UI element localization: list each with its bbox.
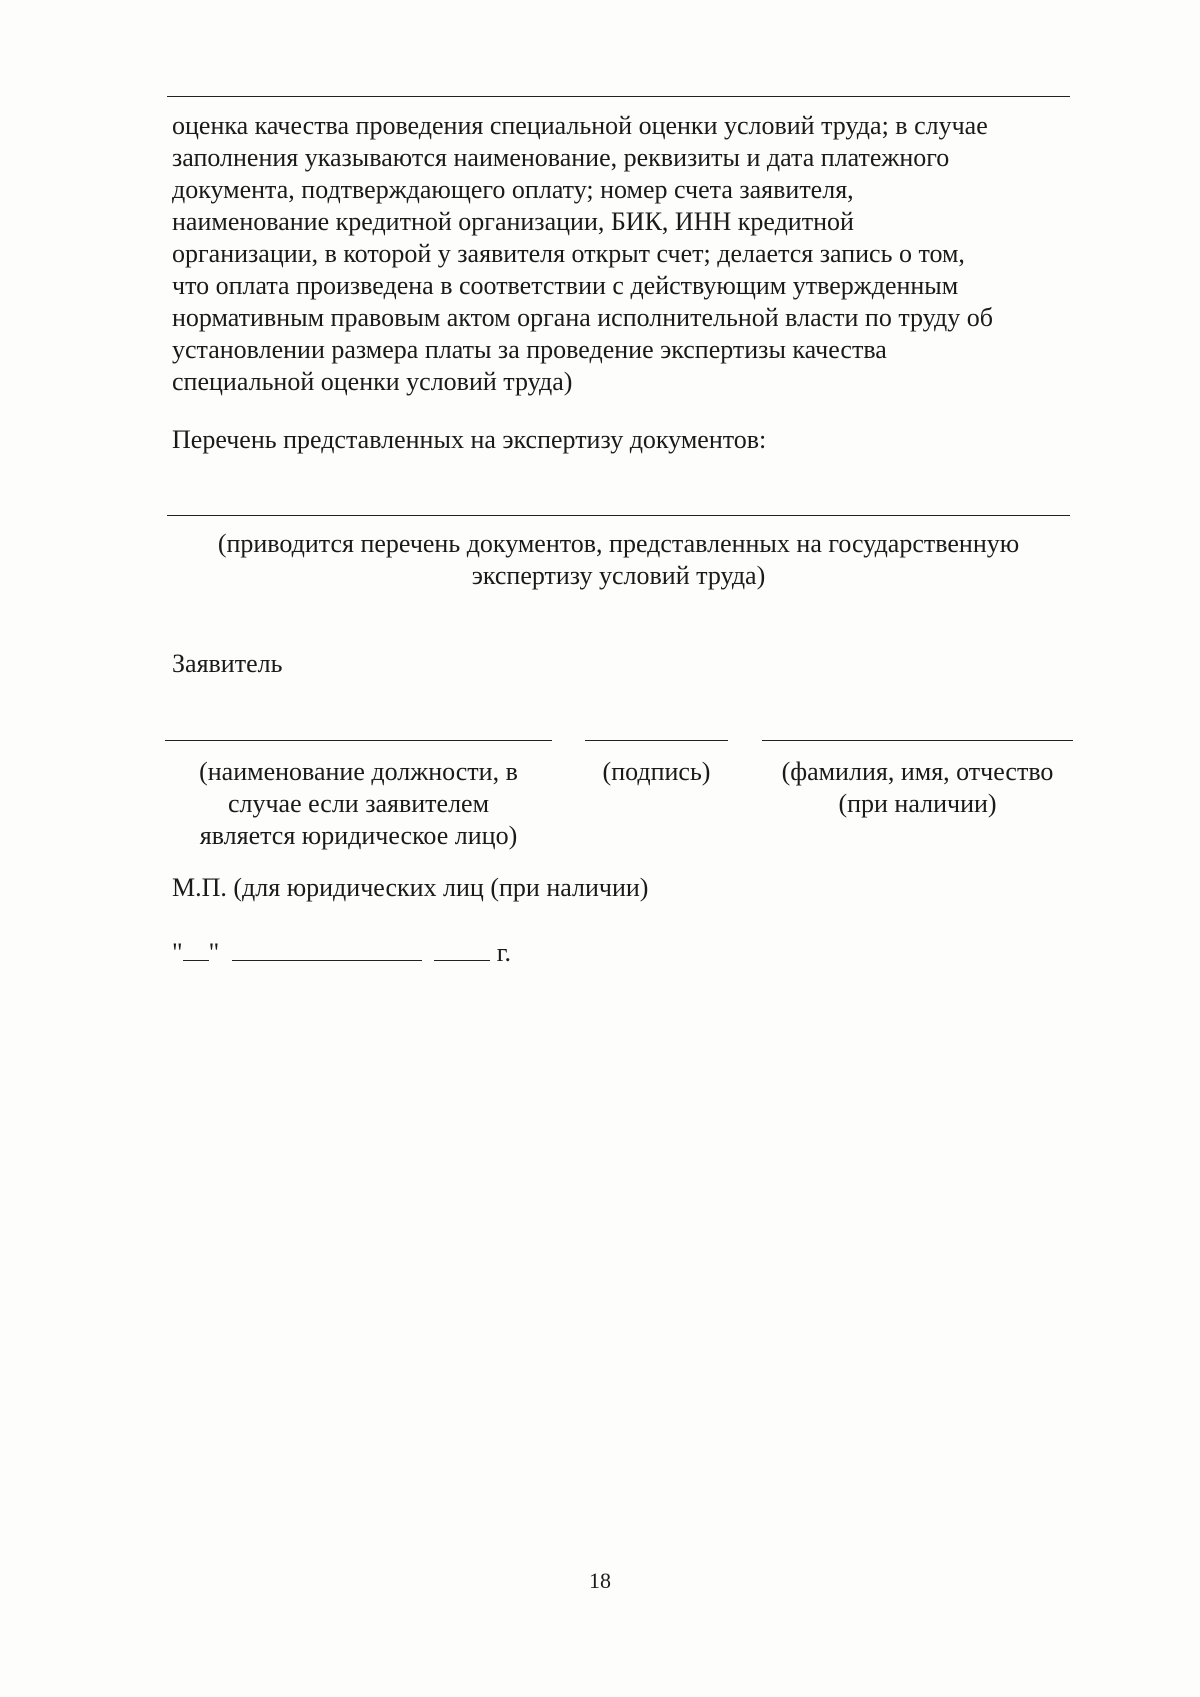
position-field[interactable] [165,740,552,741]
date-month-field[interactable] [232,934,422,961]
quote-open: " [172,938,183,967]
paragraph-line: что оплата произведена в соответствии с действующим утвержденным [172,271,959,300]
documents-list-label: Перечень представленных на экспертизу документов: [172,425,767,454]
caption-line: (приводится перечень документов, представленных на государственную [217,529,1020,558]
top-rule [167,96,1070,97]
signature-caption: (подпись) [602,757,711,786]
date-year-field[interactable] [434,934,490,961]
caption-line: является юридическое лицо) [199,821,518,850]
caption-line: (при наличии) [838,789,997,818]
paragraph-line: оценка качества проведения специальной оценки условий труда; в случае [172,111,988,140]
fullname-caption [762,756,1073,820]
signature-field[interactable] [585,740,728,741]
quote-close: " [208,938,220,967]
position-caption [165,756,552,852]
applicant-label: Заявитель [172,649,283,678]
page-number: 18 [589,1568,611,1593]
caption-line: случае если заявителем [227,789,490,818]
caption-line: (фамилия, имя, отчество [781,757,1054,786]
paragraph-line: установлении размера платы за проведение экспертизы качества [172,335,887,364]
fullname-field[interactable] [762,740,1073,741]
date-day-field[interactable] [183,934,209,961]
paragraph-line: наименование кредитной организации, БИК, ИНН кредитной [172,207,854,236]
caption-line: экспертизу условий труда) [471,561,766,590]
caption-line: (наименование должности, в [199,757,518,786]
paragraph-line: нормативным правовым актом органа исполнительной власти по труду об [172,303,993,332]
year-suffix: г. [496,938,511,967]
documents-list-caption [167,528,1070,592]
date-line [172,934,511,969]
paragraph-line: документа, подтверждающего оплату; номер счета заявителя, [172,175,854,204]
documents-list-field[interactable] [167,515,1070,516]
seal-label: М.П. (для юридических лиц (при наличии) [172,873,649,902]
paragraph-line: заполнения указываются наименование, реквизиты и дата платежного [172,143,950,172]
paragraph-line: специальной оценки условий труда) [172,367,573,396]
paragraph-line: организации, в которой у заявителя открыт счет; делается запись о том, [172,239,965,268]
